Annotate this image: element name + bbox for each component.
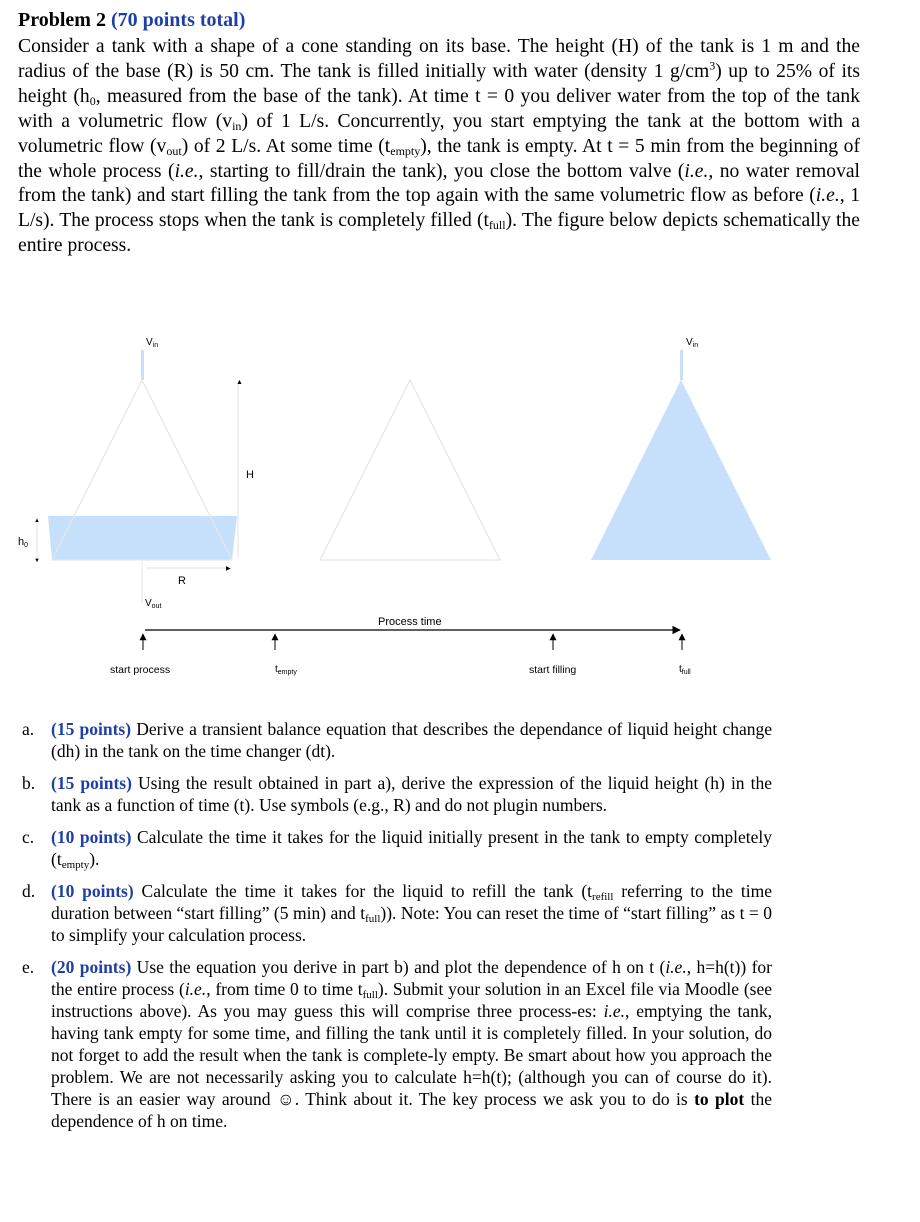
question-points: (15 points) [51,719,132,739]
question-text: Using the result obtained in part a), derive the expression of the liquid height (h) in the tank as a function of time (t). Use symbols (e.g., R) and do not plugin numbers. [51,773,772,815]
intro-sub: 0 [89,93,96,108]
question-text: referring to the time duration between “start filling” (5 min) and t [51,881,772,923]
tank-full [591,337,771,560]
question-text: ). Submit your solution in an Excel file via Moodle (see instructions above). As you may guess this will comprise three process-es: [51,979,772,1021]
problem-heading: Problem 2 [18,9,106,31]
tank-initial [18,337,254,610]
question-letter: b. [22,773,36,793]
h-dimension-arrow-top: ▲ [236,379,243,386]
t-empty-label: $t_{empty}$ [275,664,297,676]
cone-empty [320,380,500,560]
question-text: , from time 0 to time t [206,979,363,999]
t-full-label: $t_{full}$ [679,664,691,676]
question-points: (15 points) [51,773,132,793]
r-dimension-label: R [178,575,186,587]
problem-points: (70 points total) [110,9,246,31]
intro-text: , measured from the base of the tank). At time t = 0 you deliver water from the top of the tank with a volumetric flow (v [18,85,860,132]
problem-title [18,9,245,32]
h0-label: h0 [18,536,29,549]
intro-italic: i.e. [684,160,709,182]
intro-text: ), the tank is empty. At t = 5 min from the beginning of the whole process ( [18,135,860,182]
question-italic: i.e. [603,1001,625,1021]
question-c [22,826,772,870]
question-text: Use the equation you derive in part b) and plot the dependence of h on t ( [131,957,666,977]
question-d [22,880,772,946]
full-water [591,380,771,560]
h-dimension-label: H [246,469,254,481]
process-figure [0,320,920,690]
intro-text: ) up to 25% of its height (h [18,60,860,107]
intro-sub: out [166,143,182,158]
initial-water [48,516,237,560]
question-sub: full [362,989,378,1001]
question-text: , h=h(t)) for the entire process ( [51,957,773,999]
question-sub: refill [592,891,614,903]
intro-italic: i.e. [815,185,840,207]
intro-text: Consider a tank with a shape of a cone standing on its base. The height (H) of the tank is 1 m and the radius of the base (R) is 50 cm. The tank is filled initially with water (density 1 g/cm [18,36,860,82]
question-text: Calculate the time it takes for the liquid to refill the tank (t [133,881,593,901]
h0-arrow-bottom: ▼ [34,558,40,564]
intro-sub: in [232,118,242,133]
question-text: , emptying the tank, having tank empty for some time, and filling the tank until it is completely filled. In your solution, do not forget to add the result when the tank is complete-ly empty. Be smart about how you approach the problem. We are not necessarily asking you to calculate h=h(t); (although you can of course do it). There is an easier way around ☺. Think about it. The key process we ask you to do is [51,1001,772,1109]
intro-text: , no water removal from the tank) and start filling the tank from the top again with the same volumetric flow as before ( [18,160,861,207]
intro-text: , starting to fill/drain the tank), you close the bottom valve ( [198,160,685,182]
question-letter: c. [22,827,35,847]
intro-sup: 3 [709,58,716,73]
question-letter: e. [22,957,35,977]
problem-statement [18,35,860,259]
question-text: Derive a transient balance equation that describes the dependance of liquid height change (dh) in the tank on the time changer (dt). [51,719,773,761]
question-sub: empty [61,859,90,871]
question-e [22,956,772,1132]
question-text: the dependence of h on time. [51,1089,772,1131]
question-text: ). [89,849,100,869]
question-italic: i.e. [184,979,207,999]
question-points: (20 points) [51,957,132,977]
question-letter: d. [22,881,36,901]
question-b [22,772,772,816]
intro-sub: empty [390,143,421,158]
intro-text: ) of 1 L/s. Concurrently, you start emptying the tank at the bottom with a volumetric flow (v [18,110,860,157]
intro-text: ). The figure below depicts schematically the entire process. [18,210,860,257]
question-text: )). Note: You can reset the time of “start filling” as t = 0 to simplify your calculation process. [51,903,772,945]
h0-arrow-top: ▲ [34,518,40,524]
question-bold: to plot [694,1089,745,1109]
vin-label-left: $V_{in}$ [146,337,159,349]
question-a [22,718,772,762]
vout-label: $V_{out}$ [145,598,162,610]
question-letter: a. [22,719,35,739]
question-sub: full [365,913,381,925]
vin-label-right: $V_{in}$ [686,337,699,349]
question-list [22,718,772,1142]
intro-text: ) of 2 L/s. At some time (t [181,135,391,157]
question-points: (10 points) [51,881,134,901]
intro-text: , 1 L/s). The process stops when the tank is completely filled (t [18,185,860,232]
question-points: (10 points) [51,827,132,847]
question-text: Calculate the time it takes for the liquid initially present in the tank to empty completely (t [51,827,772,869]
intro-sub: full [488,218,506,233]
vin-pipe-left [141,350,144,380]
r-arrow-right: ▶ [226,566,231,572]
start-process-label: start process [110,664,171,676]
start-filling-label: start filling [529,664,577,676]
question-italic: i.e. [665,957,687,977]
intro-italic: i.e. [174,160,199,182]
process-time-label: Process time [378,616,442,628]
vin-pipe-right [680,350,683,380]
